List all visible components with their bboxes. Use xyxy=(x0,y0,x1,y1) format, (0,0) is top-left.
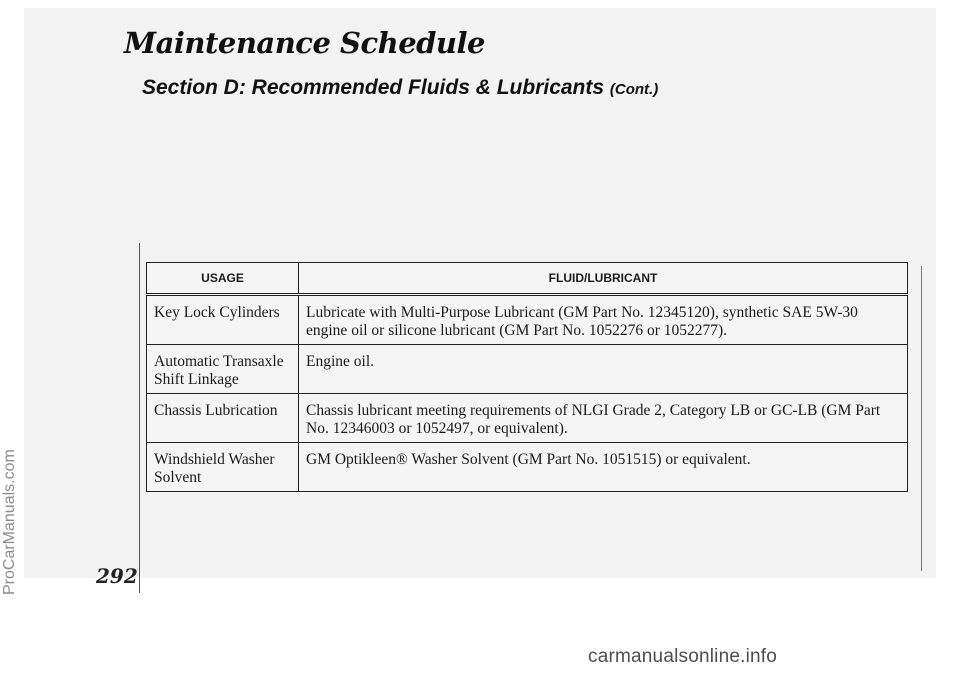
usage-cell: Automatic Transaxle Shift Linkage xyxy=(147,345,299,394)
fluid-cell: Engine oil. xyxy=(299,345,908,394)
table-row xyxy=(147,345,908,394)
usage-cell: Key Lock Cylinders xyxy=(147,295,299,345)
section-subtitle-text: Section D: Recommended Fluids & Lubricants xyxy=(142,76,605,99)
side-watermark xyxy=(0,205,22,595)
fluid-cell: Lubricate with Multi-Purpose Lubricant (GM Part No. 12345120), synthetic SAE 5W-30 engine oil or silicone lubricant (GM Part No. 1052276 or 1052277). xyxy=(299,295,908,345)
column-header-usage: USAGE xyxy=(147,263,299,295)
table-row xyxy=(147,394,908,443)
usage-cell: Chassis Lubrication xyxy=(147,394,299,443)
section-subtitle-suffix: (Cont.) xyxy=(609,81,659,98)
page-title: Maintenance Schedule xyxy=(124,26,485,60)
fluid-cell: Chassis lubricant meeting requirements of NLGI Grade 2, Category LB or GC-LB (GM Part No. 12346003 or 1052497, or equivalent). xyxy=(299,394,908,443)
page-number: 292 xyxy=(96,564,138,588)
column-header-fluid: FLUID/LUBRICANT xyxy=(299,263,908,295)
side-watermark-text: ProCarManuals.com xyxy=(1,449,18,595)
manual-page xyxy=(24,8,936,588)
table-row xyxy=(147,443,908,492)
section-subtitle xyxy=(142,76,658,100)
table-header-row xyxy=(147,263,908,295)
usage-cell: Windshield Washer Solvent xyxy=(147,443,299,492)
fluid-cell: GM Optikleen® Washer Solvent (GM Part No. 1051515) or equivalent. xyxy=(299,443,908,492)
left-margin-rule xyxy=(139,243,140,593)
bottom-watermark: carmanualsonline.info xyxy=(588,646,778,667)
table-row xyxy=(147,295,908,345)
fluids-table xyxy=(146,262,908,492)
right-margin-rule xyxy=(921,266,922,571)
